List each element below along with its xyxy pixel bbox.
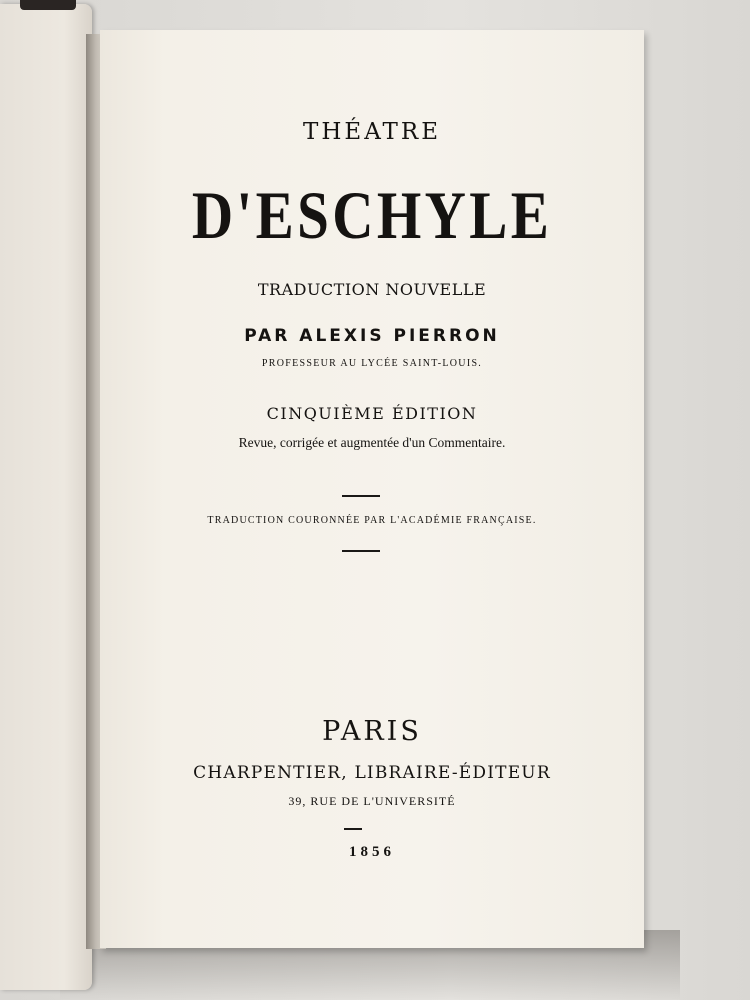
author: PAR ALEXIS PIERRON [244,326,500,346]
left-page-edge [0,4,92,990]
award-note: TRADUCTION COURONNÉE PAR L'ACADÉMIE FRANÇAISE. [207,515,537,526]
divider-rule [344,828,362,830]
series-title: THÉATRE [303,119,441,145]
divider-rule [342,495,380,497]
divider-rule [342,550,380,552]
publication-year: 1856 [349,844,395,860]
subtitle: TRADUCTION NOUVELLE [257,280,487,299]
author-role: PROFESSEUR AU LYCÉE SAINT-LOUIS. [261,358,483,369]
publisher: CHARPENTIER, LIBRAIRE-ÉDITEUR [193,763,551,783]
book-cover-edge [20,0,76,10]
book-title: D'ESCHYLE [191,177,553,253]
edition-note: Revue, corrigée et augmentée d'un Commentaire. [238,435,506,450]
imprint-city: PARIS [322,716,422,747]
publisher-address: 39, RUE DE L'UNIVERSITÉ [288,794,456,808]
edition: CINQUIÈME ÉDITION [266,404,478,423]
title-page [100,30,644,948]
